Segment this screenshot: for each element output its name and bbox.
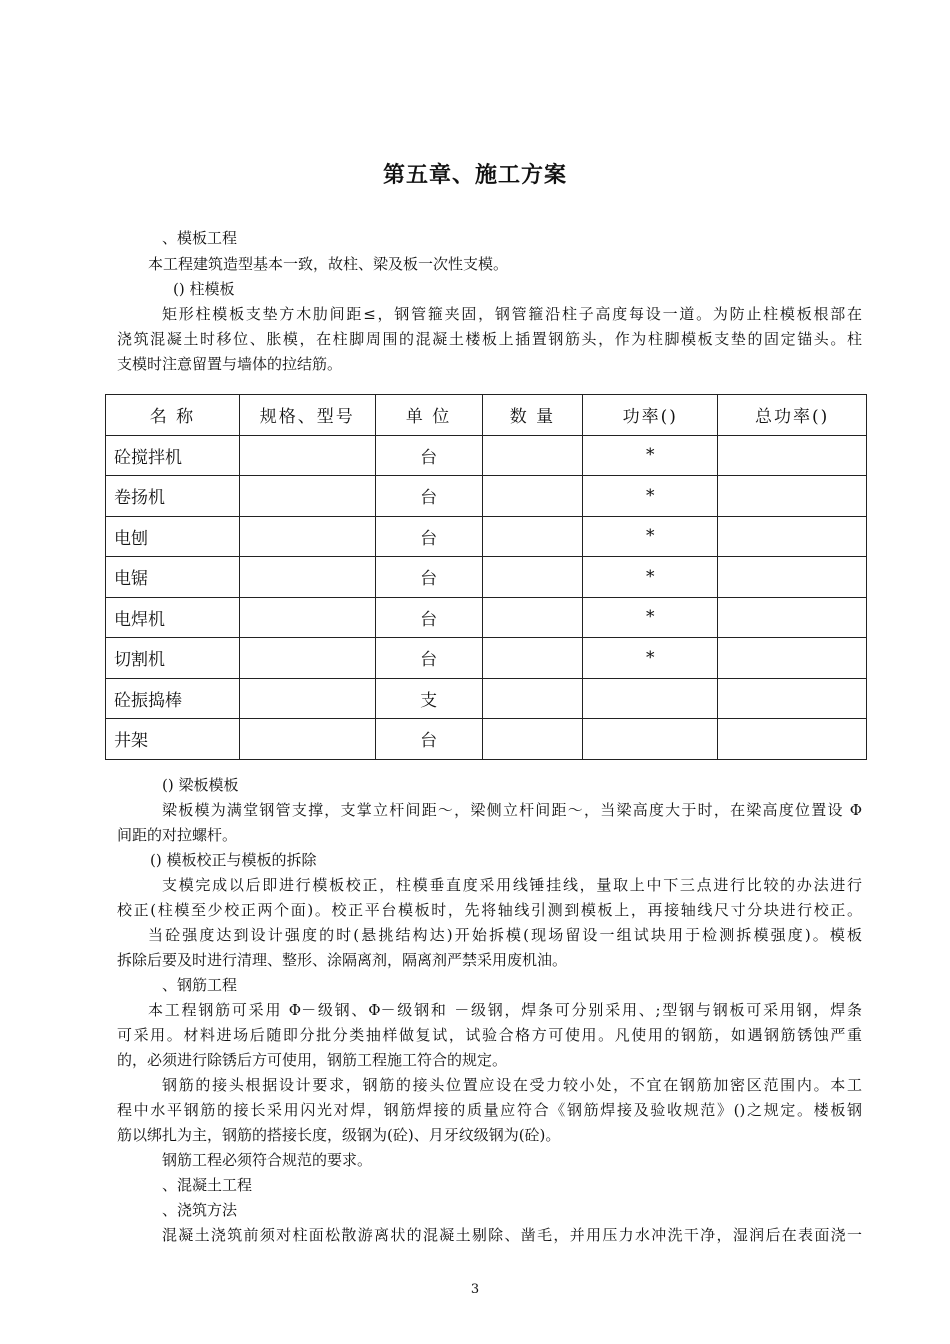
- body-line: 拆除后要及时进行清理、整形、涂隔离剂，隔离剂严禁采用废机油。: [117, 951, 568, 969]
- cell-power: *: [583, 476, 718, 517]
- section-heading-concrete: 、混凝土工程: [162, 1176, 253, 1194]
- section-heading-formwork: 、模板工程: [162, 229, 238, 247]
- cell-total-power: [718, 638, 867, 679]
- table-row: [106, 476, 867, 517]
- cell-spec: [239, 557, 375, 598]
- table-row: [106, 435, 867, 476]
- cell-total-power: [718, 678, 867, 719]
- cell-spec: [239, 476, 375, 517]
- subsection-heading-beam-slab: () 梁板模板: [162, 776, 239, 794]
- cell-power: *: [583, 435, 718, 476]
- cell-quantity: [482, 719, 583, 760]
- body-line: 可采用。材料进场后随即分批分类抽样做复试，试验合格方可使用。凡使用的钢筋，如遇钢筋锈蚀严重: [117, 1026, 862, 1044]
- header-quantity: 数 量: [482, 395, 583, 436]
- table-row: [106, 557, 867, 598]
- table-header-row: [106, 395, 867, 436]
- body-line: 浇筑混凝土时移位、胀模，在柱脚周围的混凝土楼板上插置钢筋头，作为柱脚模板支垫的固定锚头。柱: [117, 330, 862, 348]
- table-row: [106, 516, 867, 557]
- cell-name: 井架: [106, 719, 240, 760]
- cell-spec: [239, 638, 375, 679]
- cell-total-power: [718, 719, 867, 760]
- body-line: 支模完成以后即进行模板校正，柱模垂直度采用线锤挂线，量取上中下三点进行比较的办法进行: [162, 876, 862, 894]
- body-line: 间距的对拉螺杆。: [117, 826, 238, 844]
- cell-power: *: [583, 516, 718, 557]
- cell-quantity: [482, 638, 583, 679]
- body-line: 当砼强度达到设计强度的时(悬挑结构达)开始拆模(现场留设一组试块用于检测拆模强度)。模板: [148, 926, 862, 944]
- cell-total-power: [718, 476, 867, 517]
- section-heading-rebar: 、钢筋工程: [162, 976, 238, 994]
- table-row: [106, 597, 867, 638]
- cell-spec: [239, 719, 375, 760]
- cell-spec: [239, 597, 375, 638]
- cell-spec: [239, 516, 375, 557]
- cell-unit: 台: [375, 597, 482, 638]
- cell-total-power: [718, 557, 867, 598]
- header-spec: 规格、型号: [239, 395, 375, 436]
- cell-unit: 台: [375, 476, 482, 517]
- subsection-heading-correction: () 模板校正与模板的拆除: [150, 851, 317, 869]
- body-line: 校正(柱模至少校正两个面)。校正平台模板时，先将轴线引测到模板上，再接轴线尺寸分块进行校正。: [117, 901, 862, 919]
- subsection-heading-column-formwork: () 柱模板: [173, 280, 235, 298]
- cell-power: [583, 719, 718, 760]
- body-line: 支模时注意留置与墙体的拉结筋。: [117, 355, 343, 373]
- cell-unit: 台: [375, 557, 482, 598]
- header-unit: 单 位: [375, 395, 482, 436]
- cell-unit: 台: [375, 719, 482, 760]
- body-line: 梁板模为满堂钢管支撑，支掌立杆间距～，梁侧立杆间距～，当梁高度大于时，在梁高度位置设 Φ: [162, 801, 862, 819]
- cell-name: 砼搅拌机: [106, 435, 240, 476]
- body-line: 钢筋工程必须符合规范的要求。: [162, 1151, 373, 1169]
- cell-name: 电锯: [106, 557, 240, 598]
- cell-total-power: [718, 597, 867, 638]
- cell-total-power: [718, 516, 867, 557]
- cell-unit: 支: [375, 678, 482, 719]
- cell-quantity: [482, 597, 583, 638]
- cell-power: [583, 678, 718, 719]
- cell-quantity: [482, 678, 583, 719]
- page-title: 第五章、施工方案: [382, 162, 567, 188]
- cell-quantity: [482, 516, 583, 557]
- cell-power: *: [583, 597, 718, 638]
- body-line: 矩形柱模板支垫方木肋间距≤，钢管箍夹固，钢管箍沿柱子高度每设一道。为防止柱模板根部在: [162, 305, 862, 323]
- table-row: [106, 638, 867, 679]
- body-line: 本工程建筑造型基本一致，故柱、梁及板一次性支模。: [148, 255, 509, 273]
- cell-name: 切割机: [106, 638, 240, 679]
- page-number: 3: [470, 1282, 480, 1297]
- table-row: [106, 719, 867, 760]
- header-total-power: 总功率(): [718, 395, 867, 436]
- body-line: 混凝土浇筑前须对柱面松散游离状的混凝土剔除、凿毛，并用压力水冲洗干净，湿润后在表面浇一: [162, 1226, 862, 1244]
- cell-quantity: [482, 476, 583, 517]
- header-power: 功率(): [583, 395, 718, 436]
- cell-quantity: [482, 435, 583, 476]
- table-row: [106, 678, 867, 719]
- cell-unit: 台: [375, 516, 482, 557]
- cell-spec: [239, 435, 375, 476]
- body-line: 的，必须进行除锈后方可使用，钢筋工程施工符合的规定。: [117, 1051, 508, 1069]
- body-line: 钢筋的接头根据设计要求，钢筋的接头位置应设在受力较小处，不宜在钢筋加密区范围内。本工: [162, 1076, 862, 1094]
- subsection-heading-pouring: 、浇筑方法: [162, 1201, 238, 1219]
- cell-unit: 台: [375, 435, 482, 476]
- cell-name: 砼振捣棒: [106, 678, 240, 719]
- body-line: 程中水平钢筋的接长采用闪光对焊，钢筋焊接的质量应符合《钢筋焊接及验收规范》()之规定。楼板钢: [117, 1101, 862, 1119]
- header-name: 名 称: [106, 395, 240, 436]
- equipment-table: [105, 394, 867, 760]
- body-line: 本工程钢筋可采用 Φ－级钢、Φ－级钢和 －级钢，焊条可分别采用、;型钢与钢板可采用钢，焊条: [148, 1001, 862, 1019]
- cell-name: 卷扬机: [106, 476, 240, 517]
- cell-unit: 台: [375, 638, 482, 679]
- cell-power: *: [583, 557, 718, 598]
- cell-total-power: [718, 435, 867, 476]
- cell-power: *: [583, 638, 718, 679]
- body-line: 筋以绑扎为主，钢筋的搭接长度，级钢为(砼)、月牙纹级钢为(砼)。: [117, 1126, 561, 1144]
- cell-quantity: [482, 557, 583, 598]
- cell-name: 电刨: [106, 516, 240, 557]
- cell-spec: [239, 678, 375, 719]
- cell-name: 电焊机: [106, 597, 240, 638]
